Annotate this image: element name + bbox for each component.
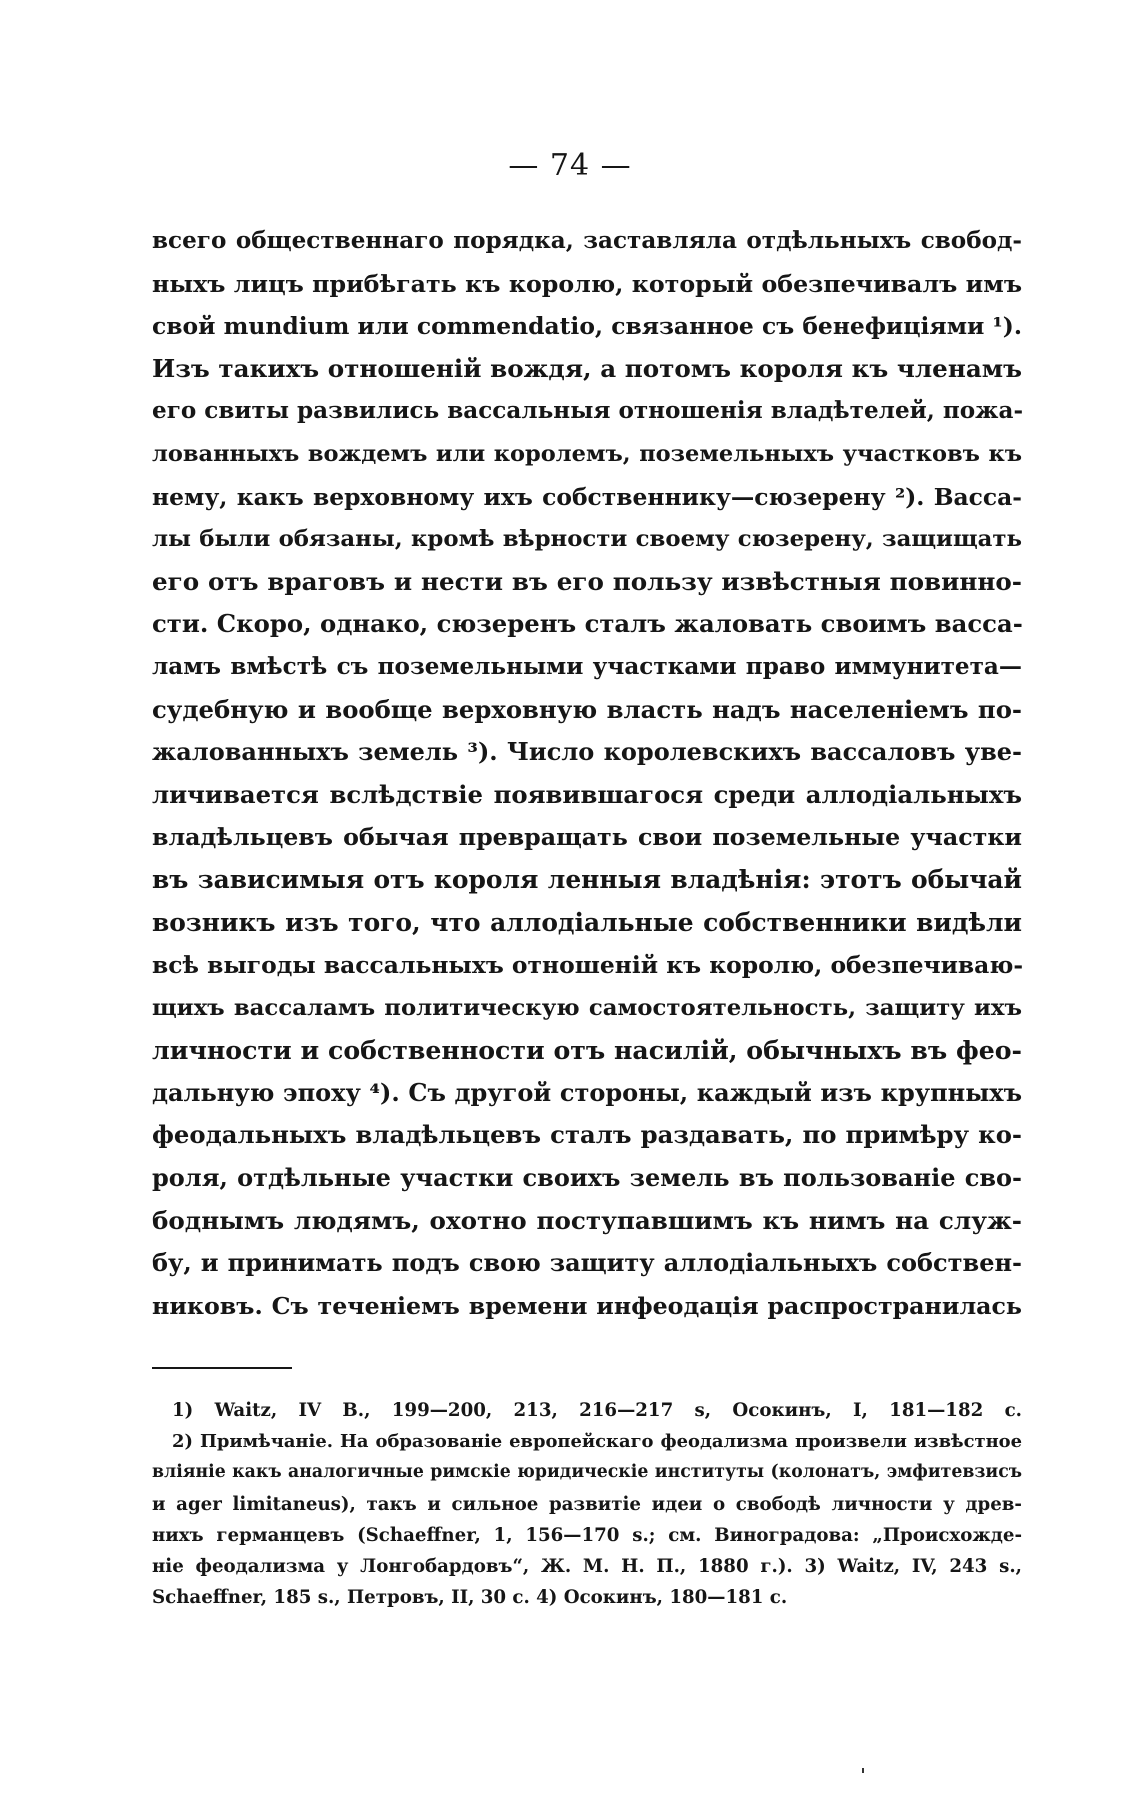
text-line: личивается вслѣдствіе появившагося среди аллодіальныхъ <box>152 779 1022 809</box>
text-line: всѣ выгоды вассальныхъ отношеній къ королю, обезпечиваю- <box>152 951 1024 980</box>
text-line: судебную и вообще верховную власть надъ населеніемъ по- <box>152 694 1022 724</box>
text-line: свой mundium или commendatio, связанное съ бенефиціями ¹). <box>152 312 1022 341</box>
footnote-line: 1) Waitz, IV B., 199—200, 213, 216—217 s, Осокинъ, I, 181—182 с. <box>172 1400 1022 1421</box>
footnote-line: и ager limitaneus), такъ и сильное развитіе идеи о свободѣ личности у древ- <box>152 1493 1022 1515</box>
main-text <box>152 220 1022 1327</box>
footnote-line: нихъ германцевъ (Schaeffner, 1, 156—170 s.; см. Виноградова: „Происхожде- <box>152 1524 1022 1546</box>
print-speck <box>862 1768 864 1773</box>
text-line: въ зависимыя отъ короля ленныя владѣнія: этотъ обычай <box>152 864 1022 894</box>
text-line: роля, отдѣльные участки своихъ земель въ пользованіе сво- <box>152 1163 1022 1193</box>
text-line: боднымъ людямъ, охотно поступавшимъ къ нимъ на служ- <box>152 1205 1022 1235</box>
text-line: лы были обязаны, кромѣ вѣрности своему сюзерену, защищать <box>152 526 1022 553</box>
text-line: жалованныхъ земель ³). Число королевскихъ вассаловъ уве- <box>152 737 1022 767</box>
text-line: сти. Скоро, однако, сюзеренъ сталъ жаловать своимъ васса- <box>152 609 1023 639</box>
text-line: возникъ изъ того, что аллодіальные собственники видѣли <box>152 907 1022 937</box>
footnotes <box>152 1395 1022 1613</box>
text-line: лованныхъ вождемъ или королемъ, поземельныхъ участковъ къ <box>152 440 1022 467</box>
text-line: щихъ вассаламъ политическую самостоятельность, защиту ихъ <box>152 994 1022 1021</box>
footnote-line: 2) Примѣчаніе. На образованіе европейскаго феодализма произвели извѣстное <box>172 1431 1022 1453</box>
text-line: ламъ вмѣстѣ съ поземельными участками право иммунитета— <box>152 652 1022 680</box>
footnote-divider <box>152 1367 292 1369</box>
text-line: его отъ враговъ и нести въ его пользу извѣстныя повинно- <box>152 566 1022 596</box>
text-line: бу, и принимать подъ свою защиту аллодіальныхъ собствен- <box>152 1248 1022 1278</box>
footnote-line: вліяніе какъ аналогичные римскіе юридическіе институты (колонатъ, эмфитевзисъ <box>152 1462 1022 1483</box>
text-line: ныхъ лицъ прибѣгать къ королю, который обезпечивалъ имъ <box>152 269 1022 298</box>
footnote-line: ніе феодализма у Лонгобардовъ“, Ж. М. Н. П., 1880 г.). 3) Waitz, IV, 243 s., <box>152 1555 1022 1577</box>
text-line: его свиты развились вассальныя отношенія владѣтелей, пожа- <box>152 397 1024 425</box>
text-line: личности и собственности отъ насилій, обычныхъ въ фео- <box>152 1035 1022 1066</box>
footnote-line: Schaeffner, 185 s., Петровъ, II, 30 с. 4) Осокинъ, 180—181 с. <box>152 1587 788 1609</box>
text-line: дальную эпоху ⁴). Съ другой стороны, каждый изъ крупныхъ <box>152 1077 1022 1107</box>
page-number: — 74 — <box>508 148 632 183</box>
text-line: нему, какъ верховному ихъ собственнику—сюзерену ²). Васса- <box>152 482 1022 511</box>
text-line: владѣльцевъ обычая превращать свои поземельные участки <box>152 823 1022 852</box>
text-line: никовъ. Съ теченіемъ времени инфеодація распространилась <box>152 1291 1022 1320</box>
text-line: феодальныхъ владѣльцевъ сталъ раздавать, по примѣру ко- <box>152 1120 1022 1150</box>
text-line: Изъ такихъ отношеній вождя, а потомъ короля къ членамъ <box>152 353 1022 383</box>
text-line: всего общественнаго порядка, заставляла отдѣльныхъ свобод- <box>152 227 1022 254</box>
